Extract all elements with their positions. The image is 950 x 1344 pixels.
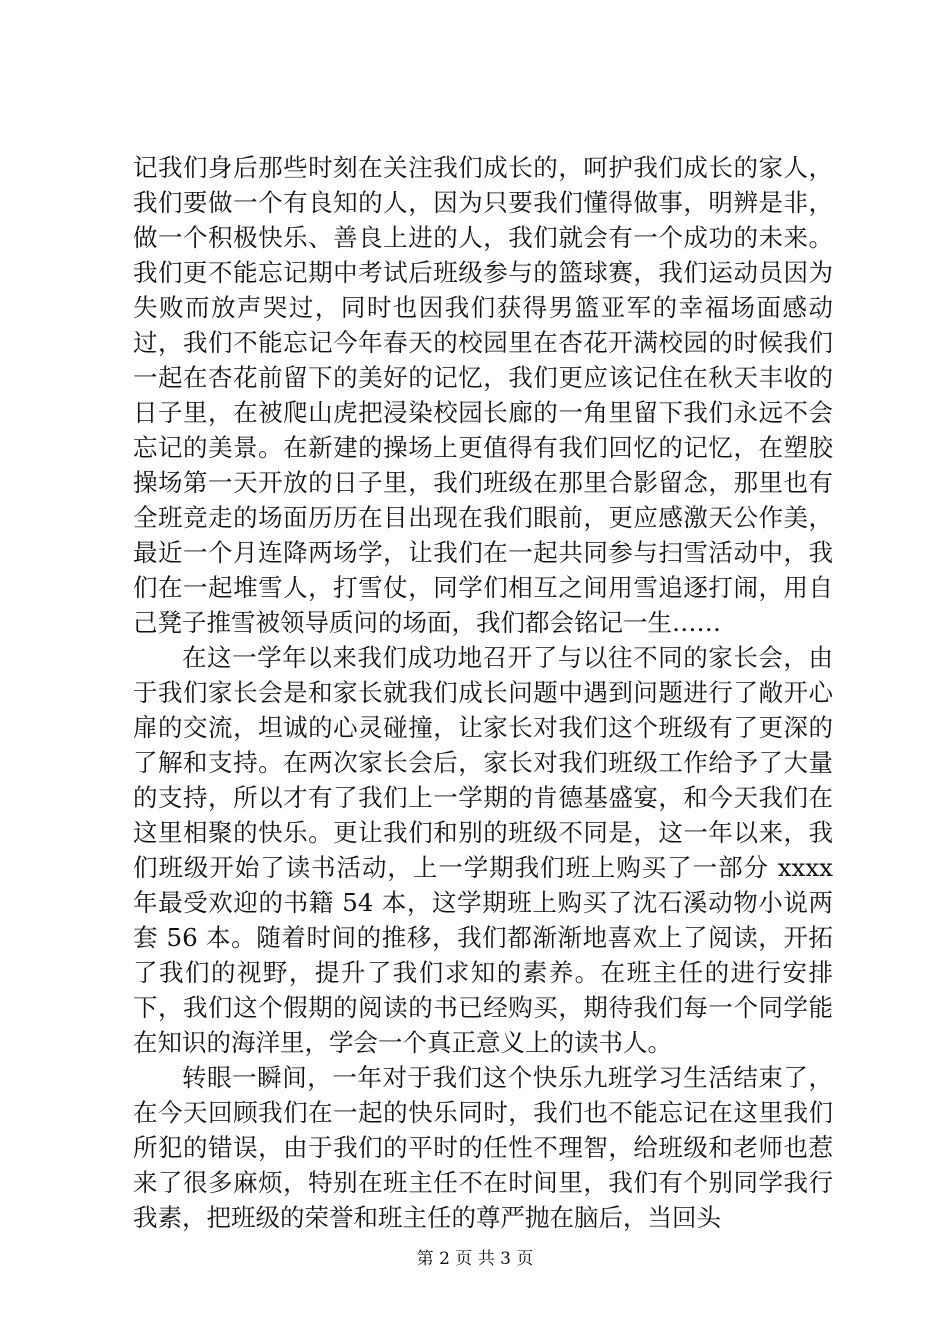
paragraph-1: 记我们身后那些时刻在关注我们成长的，呵护我们成长的家人，我们要做一个有良知的人，因为只要我们懂得做事，明辨是非，做一个积极快乐、善良上进的人，我们就会有一个成功的未来。我们更不能忘记期中考试后班级参与的篮球赛，我们运动员因为失败而放声哭过，同时也因我们获得男篮亚军的幸福场面感动过，我们不能忘记今年春天的校园里在杏花开满校园的时候我们一起在杏花前留下的美好的记忆，我们更应该记住在秋天丰收的日子里，在被爬山虎把浸染校园长廊的一角里留下我们永远不会忘记的美景。在新建的操场上更值得有我们回忆的记忆，在塑胶操场第一天开放的日子里，我们班级在那里合影留念，那里也有全班竞走的场面历历在目出现在我们眼前，更应感激天公作美，最近一个月连降两场学，让我们在一起共同参与扫雪活动中，我们在一起堆雪人，打雪仗，同学们相互之间用雪追逐打闹，用自己凳子推雪被领导质问的场面，我们都会铭记一生…… <box>133 153 833 637</box>
document-body <box>133 150 833 1235</box>
paragraph-3: 转眼一瞬间，一年对于我们这个快乐九班学习生活结束了，在今天回顾我们在一起的快乐同时，我们也不能忘记在这里我们所犯的错误，由于我们的平时的任性不理智，给班级和老师也惹来了很多麻烦，特别在班主任不在时间里，我们有个别同学我行我素，把班级的荣誉和班主任的尊严抛在脑后，当回头 <box>133 1063 833 1232</box>
paragraph-2: 在这一学年以来我们成功地召开了与以往不同的家长会，由于我们家长会是和家长就我们成长问题中遇到问题进行了敞开心扉的交流，坦诚的心灵碰撞，让家长对我们这个班级有了更深的了解和支持。在两次家长会后，家长对我们班级工作给予了大量的支持，所以才有了我们上一学期的肯德基盛宴，和今天我们在这里相聚的快乐。更让我们和别的班级不同是，这一年以来，我们班级开始了读书活动，上一学期我们班上购买了一部分 xxxx 年最受欢迎的书籍 54 本，这学期班上购买了沈石溪动物小说两套 56 本。随着时间的推移，我们都渐渐地喜欢上了阅读，开拓了我们的视野，提升了我们求知的素养。在班主任的进行安排下，我们这个假期的阅读的书已经购买，期待我们每一个同学能在知识的海洋里，学会一个真正意义上的读书人。 <box>133 643 833 1057</box>
page-number-footer: 第 2 页 共 3 页 <box>416 1249 534 1269</box>
